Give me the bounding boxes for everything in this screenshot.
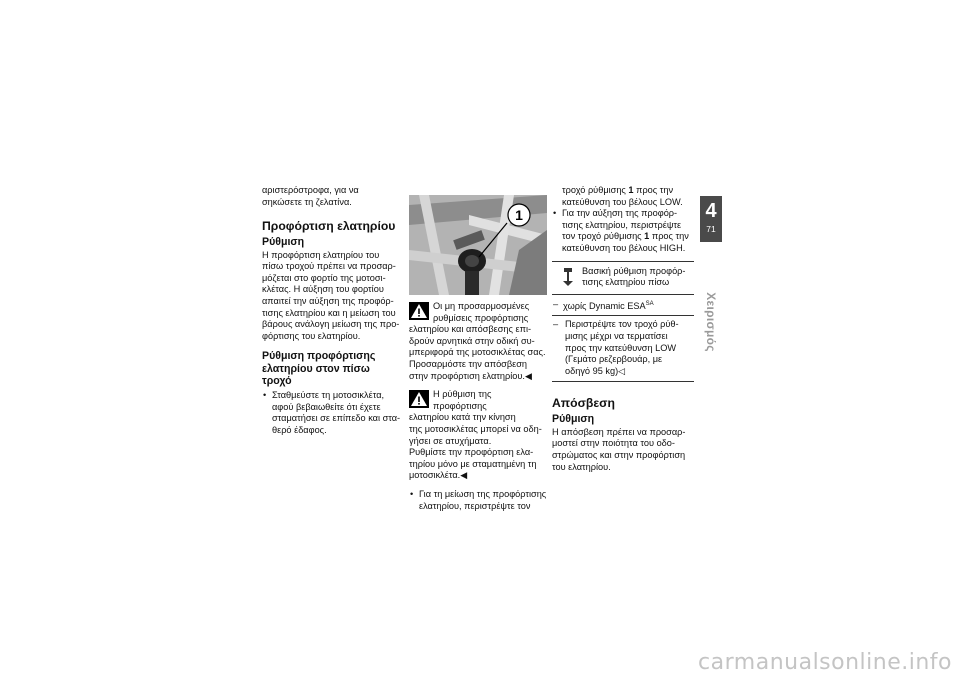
section-heading-spring-preload: Προφόρτιση ελατηρίου	[262, 219, 396, 234]
watermark-text: carmanualsonline.info	[698, 650, 952, 675]
section-heading-damping: Απόσβεση	[552, 396, 615, 411]
chapter-number: 4	[705, 200, 717, 222]
page-number: 71	[706, 224, 716, 234]
bullet-decrease-preload: • Για τη μείωση της προφόρτισης ελατηρίου, περιστρέψτε τον	[409, 489, 547, 512]
warning-triangle-icon	[409, 302, 429, 320]
basic-setting-box	[552, 261, 694, 295]
adjustment-tool-icon	[562, 268, 574, 286]
continued-text-line-1: αριστερόστροφα, για να	[262, 185, 359, 195]
paragraph-damping-intro: Η απόσβεση πρέπει να προσαρ- μοστεί στην ποιότητα του οδο- στρώματος και στην προφόρτιση του ελατηρίου.	[552, 426, 686, 472]
subheading-damping-adjustment: Ρύθμιση	[552, 413, 595, 426]
paragraph-preload-intro: Η προφόρτιση ελατηρίου του πίσω τροχού πρέπει να προσαρ- μόζεται στο φορτίο της μοτοσι- κλέτας. Η αύξηση του φορτίου απαιτεί την αύξηση της προφόρ- τισης ελατηρίου και η μείωση του βάρους ανάλογη μείωση της προ- φόρτισης του ελατηρίου.	[262, 249, 400, 341]
chapter-title-vertical: Χειρισμός	[704, 292, 718, 352]
subheading-adjustment: Ρύθμιση	[262, 236, 305, 249]
column-middle	[409, 195, 547, 512]
setting-instruction-low: – Περιστρέψτε τον τροχό ρύθ- μισης μέχρι να τερματίσει προς την κατεύθυνση LOW (Γεμάτο ρεζερβουάρ, με οδηγό 95 kg)◁	[552, 319, 694, 377]
bullet-park-motorcycle: • Σταθμεύστε τη μοτοσικλέτα, αφού βεβαιωθείτε ότι έχετε σταματήσει σε επίπεδο και στα- θερό έδαφος.	[262, 390, 404, 436]
warning-adjust-while-riding: Η ρύθμιση της προφόρτισης ελατηρίου κατά την κίνηση της μοτοσικλέτας μπορεί να οδη- γήσει σε ατυχήματα. Ρυθμίστε την προφόρτιση ελα- τηρίου μόνο με σταματημένη τη μοτοσικλέτα.◀	[409, 389, 542, 481]
rear-shock-photo	[409, 195, 547, 295]
chapter-tab	[700, 196, 722, 242]
continued-text-line-2: σηκώσετε τη ζελατίνα.	[262, 196, 352, 207]
subheading-rear-preload: Ρύθμιση προφόρτισης ελατηρίου στον πίσω τροχό	[262, 350, 376, 388]
basic-setting-title: Βασική ρύθμιση προφόρ- τισης ελατηρίου πίσω	[582, 265, 686, 288]
rear-shock-illustration	[409, 195, 547, 295]
column-left	[262, 185, 404, 436]
option-without-dynamic-esa: – χωρίς Dynamic $ESA^{SA}$	[552, 299, 694, 313]
bullet-increase-preload: • Για την αύξηση της προφόρ- τισης ελατηρίου, περιστρέψτε τον τροχό ρύθμισης 1 προς την κατεύθυνση του βέλους HIGH.	[552, 208, 694, 254]
callout-number-1: 1	[515, 207, 523, 223]
warning-triangle-icon	[409, 390, 429, 408]
warning-mismatched-settings: Οι μη προσαρμοσμένες ρυθμίσεις προφόρτισης ελατηρίου και απόσβεσης επι- δρούν αρνητικά στην οδική συ- μπεριφορά της μοτοσικλέτας σας. Προσαρμόστε την απόσβεση στην προφόρτιση ελατηρίου.◀	[409, 301, 546, 381]
continued-decrease-instruction: τροχό ρύθμισης 1 προς την κατεύθυνση του βέλους LOW.	[562, 185, 683, 207]
column-right	[552, 185, 694, 473]
